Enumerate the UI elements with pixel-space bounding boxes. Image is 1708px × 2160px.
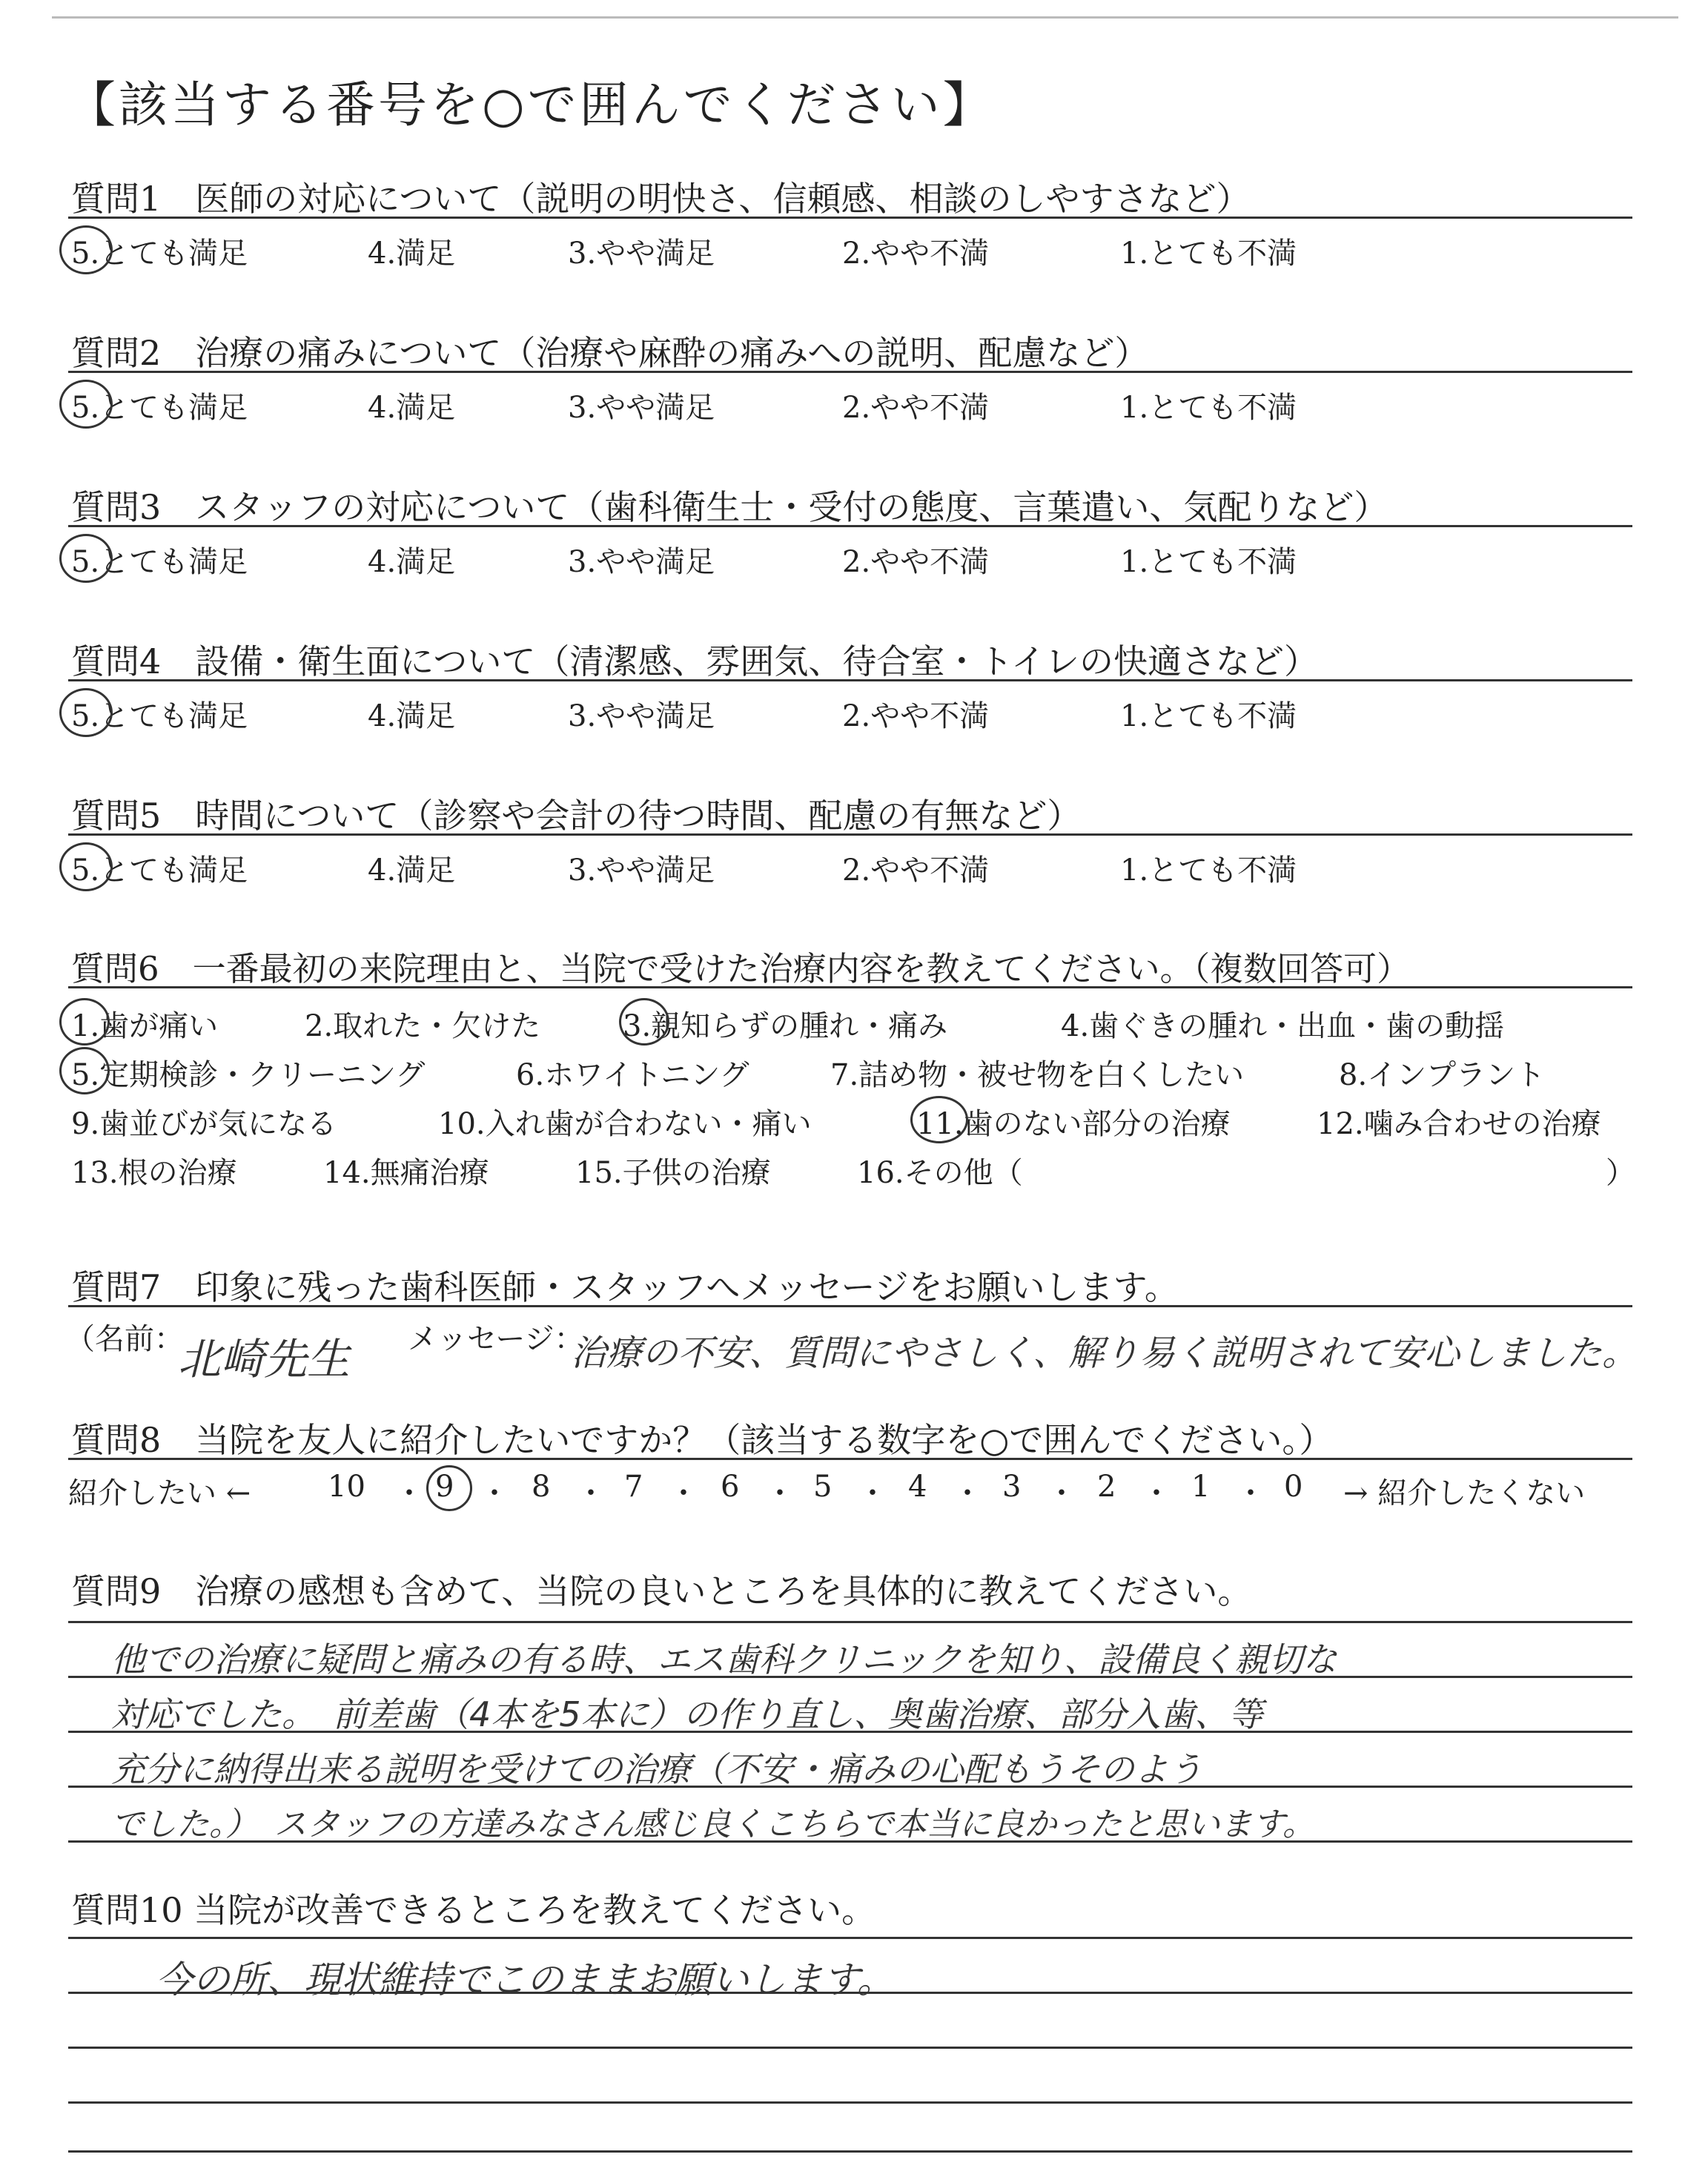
- question-8-rule: [68, 1458, 1632, 1460]
- option-1[interactable]: 1.とても不満: [1120, 391, 1297, 425]
- page-header: 【該当する番号を○で囲んでください】: [67, 76, 995, 133]
- question-7-name-value[interactable]: 北崎先生: [178, 1334, 351, 1384]
- selection-circle-11: [910, 1096, 968, 1143]
- option-2[interactable]: 2.やや不満: [842, 699, 990, 733]
- question-9-answer-line-2[interactable]: 対応でした。 前差歯（4本を5本に）の作り直し、奥歯治療、部分入歯、等: [111, 1694, 1263, 1734]
- scale-1[interactable]: 1: [1191, 1470, 1211, 1504]
- question-6-rule: [68, 986, 1632, 988]
- option-5[interactable]: 5.定期検診・クリーニング: [71, 1058, 426, 1092]
- question-4-rule: [68, 679, 1632, 681]
- question-5-title: 質問5 時間について（診察や会計の待つ時間、配慮の有無など）: [71, 796, 1082, 836]
- option-5[interactable]: 5.とても満足: [71, 391, 248, 425]
- option-2[interactable]: 2.やや不満: [842, 237, 990, 271]
- scale-4[interactable]: 4: [908, 1470, 927, 1504]
- option-5[interactable]: 5.とても満足: [71, 699, 248, 733]
- question-1-rule: [68, 217, 1632, 219]
- option-4[interactable]: 4.満足: [368, 699, 456, 733]
- selection-circle: [59, 688, 113, 737]
- scale-right-label: → 紹介したくない: [1343, 1476, 1586, 1510]
- scale-10[interactable]: 10: [328, 1470, 365, 1504]
- question-9-answer-line-3[interactable]: 充分に納得出来る説明を受けての治療（不安・痛みの心配もうそのよう: [111, 1749, 1202, 1789]
- scale-left-label: 紹介したい ←: [68, 1476, 251, 1510]
- option-15[interactable]: 15.子供の治療: [575, 1156, 771, 1190]
- question-10-title: 質問10 当院が改善できるところを教えてください。: [71, 1890, 876, 1930]
- question-7-title: 質問7 印象に残った歯科医師・スタッフへメッセージをお願いします。: [71, 1267, 1179, 1307]
- scale-2[interactable]: 2: [1097, 1470, 1116, 1504]
- scale-6[interactable]: 6: [721, 1470, 740, 1504]
- option-2[interactable]: 2.やや不満: [842, 853, 990, 888]
- scale-0[interactable]: 0: [1284, 1470, 1303, 1504]
- option-1[interactable]: 1.歯が痛い: [71, 1009, 219, 1043]
- scale-9[interactable]: 9: [435, 1470, 454, 1504]
- option-14[interactable]: 14.無痛治療: [323, 1156, 489, 1190]
- selection-circle-1: [59, 998, 110, 1046]
- selection-circle-9: [426, 1465, 472, 1511]
- option-1[interactable]: 1.とても不満: [1120, 853, 1297, 888]
- question-3-rule: [68, 525, 1632, 527]
- scale-3[interactable]: 3: [1002, 1470, 1022, 1504]
- question-3-title: 質問3 スタッフの対応について（歯科衛生士・受付の態度、言葉遣い、気配りなど）: [71, 487, 1388, 527]
- question-4-title: 質問4 設備・衛生面について（清潔感、雰囲気、待合室・トイレの快適さなど）: [71, 641, 1319, 681]
- option-3[interactable]: 3.やや満足: [568, 545, 715, 579]
- question-10-answer-line-1[interactable]: 今の所、現状維持でこのままお願いします。: [156, 1958, 894, 2001]
- option-4[interactable]: 4.満足: [368, 237, 456, 271]
- option-2[interactable]: 2.やや不満: [842, 545, 990, 579]
- question-7-name-label: （名前：: [65, 1322, 184, 1356]
- option-3[interactable]: 3.やや満足: [568, 237, 715, 271]
- option-1[interactable]: 1.とても不満: [1120, 699, 1297, 733]
- selection-circle: [59, 380, 113, 429]
- option-3[interactable]: 3.親知らずの腫れ・痛み: [623, 1009, 948, 1043]
- selection-circle: [59, 534, 113, 583]
- option-10[interactable]: 10.入れ歯が合わない・痛い: [438, 1107, 812, 1141]
- question-8-scale: 紹介したい ← 10 ・ 9 ・ 8 ・ 7 ・ 6 ・ 5 ・ 4 ・ 3 ・ 2 ・ 1 ・ 0 → 紹介したくない: [68, 1470, 1586, 1510]
- option-16[interactable]: 16.その他（: [857, 1156, 1023, 1190]
- option-5[interactable]: 5.とても満足: [71, 853, 248, 888]
- option-4[interactable]: 4.満足: [368, 545, 456, 579]
- option-4[interactable]: 4.歯ぐきの腫れ・出血・歯の動揺: [1061, 1009, 1505, 1043]
- question-7-message-value[interactable]: 治療の不安、質問にやさしく、解り易く説明されて安心しました。: [571, 1332, 1638, 1374]
- scale-7[interactable]: 7: [624, 1470, 643, 1504]
- option-6[interactable]: 6.ホワイトニング: [516, 1058, 749, 1092]
- top-border: [52, 16, 1678, 19]
- option-9[interactable]: 9.歯並びが気になる: [71, 1107, 337, 1141]
- option-11[interactable]: 11.歯のない部分の治療: [916, 1107, 1231, 1141]
- scale-8[interactable]: 8: [532, 1470, 551, 1504]
- option-2[interactable]: 2.取れた・欠けた: [305, 1009, 541, 1043]
- question-5-rule: [68, 833, 1632, 836]
- question-9-answer-line-4[interactable]: でした。） スタッフの方達みなさん感じ良くこちらで本当に良かったと思います。: [111, 1806, 1316, 1843]
- scale-5[interactable]: 5: [813, 1470, 833, 1504]
- question-2-title: 質問2 治療の痛みについて（治療や麻酔の痛みへの説明、配慮など）: [71, 333, 1149, 373]
- option-7[interactable]: 7.詰め物・被せ物を白くしたい: [830, 1058, 1245, 1092]
- selection-circle: [59, 842, 113, 891]
- option-8[interactable]: 8.インプラント: [1339, 1058, 1546, 1092]
- option-4[interactable]: 4.満足: [368, 391, 456, 425]
- selection-circle-5: [59, 1047, 110, 1094]
- option-3[interactable]: 3.やや満足: [568, 853, 715, 888]
- option-5[interactable]: 5.とても満足: [71, 237, 248, 271]
- question-9-answer-line-1[interactable]: 他での治療に疑問と痛みの有る時、エス歯科クリニックを知り、設備良く親切な: [111, 1639, 1337, 1680]
- option-12[interactable]: 12.噛み合わせの治療: [1317, 1107, 1601, 1141]
- question-6-title: 質問6 一番最初の来院理由と、当院で受けた治療内容を教えてください。（複数回答可）: [71, 949, 1411, 988]
- selection-circle: [59, 225, 113, 274]
- option-1[interactable]: 1.とても不満: [1120, 545, 1297, 579]
- option-1[interactable]: 1.とても不満: [1120, 237, 1297, 271]
- question-9-title: 質問9 治療の感想も含めて、当院の良いところを具体的に教えてください。: [71, 1571, 1252, 1611]
- option-3[interactable]: 3.やや満足: [568, 391, 715, 425]
- selection-circle-3: [619, 998, 669, 1046]
- option-16-close: ）: [1606, 1156, 1635, 1190]
- question-2-rule: [68, 371, 1632, 373]
- option-13[interactable]: 13.根の治療: [71, 1156, 237, 1190]
- option-5[interactable]: 5.とても満足: [71, 545, 248, 579]
- question-8-title: 質問8 当院を友人に紹介したいですか？（該当する数字を○で囲んでください。）: [71, 1420, 1334, 1460]
- option-4[interactable]: 4.満足: [368, 853, 456, 888]
- option-3[interactable]: 3.やや満足: [568, 699, 715, 733]
- question-7-message-label: メッセージ：: [408, 1322, 584, 1356]
- question-7-rule: [68, 1305, 1632, 1307]
- question-1-title: 質問1 医師の対応について（説明の明快さ、信頼感、相談のしやすさなど）: [71, 179, 1251, 219]
- option-2[interactable]: 2.やや不満: [842, 391, 990, 425]
